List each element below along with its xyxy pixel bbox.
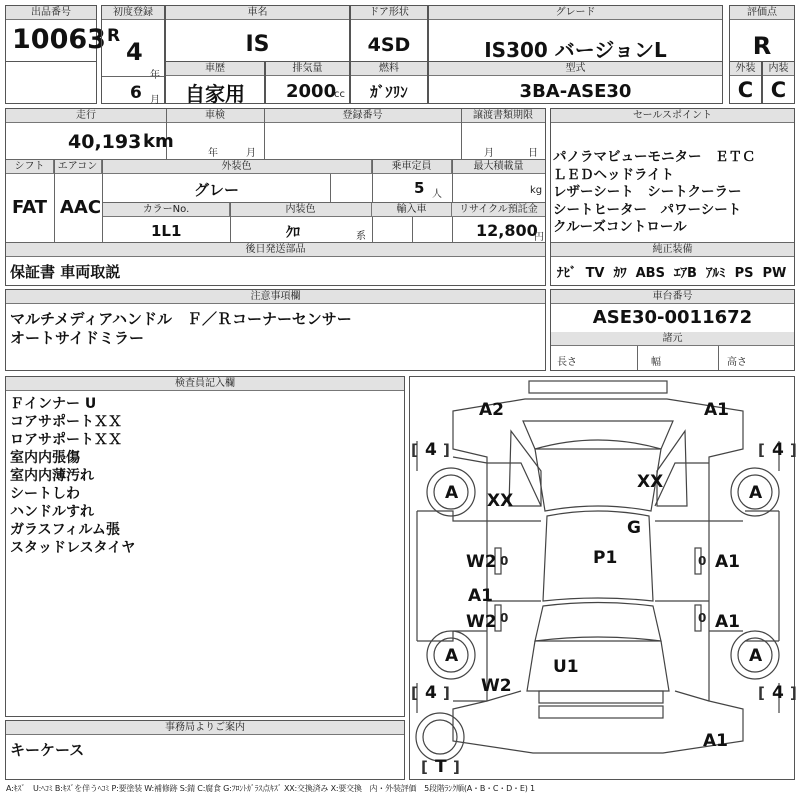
score: R [752,32,772,60]
interior-cell [762,61,795,104]
mark-wheel-fl: A [445,483,459,503]
score-label: 評価点 [730,6,794,20]
door-cell [350,5,428,62]
equipment-item: TV [585,266,605,281]
office-box [5,720,405,780]
inspection-year-unit: 年 [208,148,218,159]
mark-trunk: U1 [553,657,579,677]
model-cell [428,61,723,104]
sales-point-line: シートヒーター パワーシート [553,201,742,218]
svg-text:[: [ [758,684,765,702]
mark-right-rear-door: A1 [715,612,740,632]
interior-label: 内装 [763,62,794,76]
chassis-box [550,289,795,371]
svg-text:]: ] [790,684,797,702]
mark-wheel-rl: A [445,646,459,666]
color: グレー [194,181,240,199]
shift: FAT [12,197,48,218]
mark-wheel-fr: A [749,483,763,503]
ac: AAC [60,197,102,218]
mileage-label: 走行 [6,109,166,123]
hood [523,421,673,449]
svg-text:[: [ [411,441,418,459]
recycle-unit: 円 [534,232,544,243]
equipment-item: ｱﾙﾐ [706,266,726,281]
mileage-unit: km [143,131,174,152]
inspector-label: 検査員記入欄 [6,377,404,391]
mark-left-quarter: W2 [481,676,512,696]
svg-text:[: [ [758,441,765,459]
int-color-unit: 系 [356,231,366,242]
score-cell [729,5,795,62]
displacement-unit: cc [334,89,345,100]
mark-zero: 0 [500,611,509,625]
shift-label: シフト [6,160,54,174]
transfer-label: 譲渡書類期限 [461,109,545,123]
sales-point-line: レザーシート シートクーラー [553,184,742,200]
fuel: ｶﾞｿﾘﾝ [370,83,408,101]
inspector-box [5,376,405,717]
length-label: 長さ [557,357,577,368]
mark-left-rear-door: W2 [466,612,497,632]
dims-label: 諸元 [551,332,794,346]
ac-label: エアコン [54,160,102,174]
inspector-line: Ｆインナー U [10,396,97,412]
exterior-cell [729,61,762,104]
mark-zero: 0 [698,554,707,568]
mark-wheel-rr: A [749,646,763,666]
color-no-label: カラーNo. [103,203,230,217]
spec-block [5,108,546,286]
door: 4SD [367,34,411,56]
load-label: 最大積載量 [452,160,545,174]
capacity-label: 乗車定員 [372,160,452,174]
width-label: 幅 [651,357,661,368]
lot-cell [5,5,106,62]
recycle: 12,800 [476,221,538,240]
inspection-month-unit: 月 [246,148,256,159]
later-parts-label: 後日発送部品 [6,243,545,257]
inspector-line: ガラスフィルム張 [10,522,120,538]
sales-points-box [550,108,795,286]
reg-year: 4 [126,38,143,66]
trunk-outline [527,641,669,691]
grade-cell [428,5,723,62]
color-no: 1L1 [151,222,182,240]
recycle-label: リサイクル預託金 [452,203,545,217]
rear-bumper [539,691,663,703]
spare-tire-inner [423,720,457,754]
model: 3BA-ASE30 [519,81,632,102]
transfer-month-unit: 月 [484,148,494,159]
mark-tire-rr: 4 [772,683,784,703]
mileage: 40,193 [68,131,142,153]
lot-blank [5,61,97,104]
svg-text:[: [ [411,684,418,702]
grade-label: グレード [429,6,722,20]
chassis-number: ASE30-0011672 [592,307,753,328]
equipment-item: ﾅﾋﾞ [557,266,577,281]
mark-tire-fl: 4 [425,440,437,460]
mark-tire-fr: 4 [772,440,784,460]
svg-text:]: ] [790,441,797,459]
notes-list [10,310,352,348]
model-label: 型式 [429,62,722,76]
body-outline [453,399,743,753]
mark-left-front-door: W2 [466,552,497,572]
exterior: C [737,78,754,102]
note-line: マルチメディアハンドル Ｆ／Ｒコーナーセンサー [10,310,352,328]
int-color: ｸﾛ [286,225,300,241]
displacement-label: 排気量 [266,62,349,76]
history-label: 車歴 [166,62,264,76]
year-unit: 年 [150,70,160,81]
svg-text:]: ] [443,684,450,702]
office-text: キーケース [10,741,85,759]
car-diagram [410,377,797,779]
displacement-cell [265,61,350,104]
fuel-label: 燃料 [351,62,427,76]
equipment-item: ｴｱB [674,266,697,281]
reg-no-label: 登録番号 [264,109,461,123]
import-label: 輸入車 [372,203,452,217]
inspector-line: スタッドレスタイヤ [10,540,136,556]
later-parts: 保証書 車両取説 [10,263,121,281]
car-name-cell [165,5,350,62]
sales-point-line: ＬＥＤヘッドライト [553,166,675,183]
inspector-line: コアサポートＸＸ [10,414,122,430]
inspector-line: 室内内張傷 [10,450,80,466]
legend: A:ｷｽﾞ U:ﾍｺﾐ B:ｷｽﾞを伴うﾍｺﾐ P:要塗装 W:補修跡 S:錆 C:腐食 G:ﾌﾛﾝﾄｶﾞﾗｽ点ｷｽﾞ XX:交換済み X:要交換 内・外装評価 5段階ﾗﾝｸ順(A・B・C・D・E) 1 [6,784,535,793]
transfer-day-unit: 日 [528,148,538,159]
mark-front-right: A1 [704,400,729,420]
int-color-label: 内装色 [230,203,372,217]
equipment-list [557,262,786,281]
mark-rear-bumper: A1 [703,731,728,751]
chassis-label: 車台番号 [551,290,794,304]
svg-text:]: ] [453,758,460,776]
car-name-label: 車名 [166,6,349,20]
height-label: 高さ [727,357,747,368]
rear-window [535,603,661,642]
reg-month: 6 [130,83,142,103]
front-bumper [529,381,667,393]
capacity-unit: 人 [432,189,442,200]
history-cell [165,61,265,104]
history: 自家用 [185,82,245,106]
equipment-item: ｶﾜ [613,266,627,281]
mark-front-left: A2 [479,400,504,420]
displacement: 2000 [286,81,337,102]
mark-right-front-door: A1 [715,552,740,572]
lot-number: 10063 [12,24,106,55]
inspector-line: シートしわ [10,486,80,502]
load-unit: kg [530,185,543,196]
lot-label: 出品番号 [6,6,96,20]
inspector-list [10,395,135,557]
notes-label: 注意事項欄 [6,290,545,304]
mark-hood-right: XX [637,472,664,492]
sales-point-line: クルーズコントロール [553,219,687,235]
equipment-item: ABS [635,266,665,281]
notes-box [5,289,546,371]
inspector-line: ロアサポートＸＸ [10,432,122,448]
mark-windshield: G [627,518,641,538]
car-name: IS [245,32,270,57]
inspector-line: ハンドルすれ [10,504,94,520]
first-reg-cell [101,5,165,104]
inspection-label: 車検 [166,109,264,123]
mark-left-rear-a: A1 [468,586,493,606]
sales-point-line: パノラマビューモニター ＥＴＣ [553,149,756,165]
exterior-label: 外装 [730,62,761,76]
mark-roof: P1 [593,548,618,568]
mark-spare: T [435,757,447,777]
door-label: ドア形状 [351,6,427,20]
capacity: 5 [414,179,425,197]
equipment-item: PW [762,266,787,281]
grade: IS300 バージョンL [484,38,667,62]
interior: C [770,78,787,102]
inspector-line: 室内内薄汚れ [10,468,94,484]
car-diagram-box [409,376,795,780]
mark-zero: 0 [500,554,509,568]
mark-tire-rl: 4 [425,683,437,703]
month-unit: 月 [150,95,160,106]
office-label: 事務局よりご案内 [6,721,404,735]
color-label: 外装色 [102,160,372,174]
era: R [107,26,121,46]
fuel-cell [350,61,428,104]
svg-text:]: ] [443,441,450,459]
note-line: オートサイドミラー [10,329,144,347]
mark-zero: 0 [698,611,707,625]
mark-hood-left: XX [487,491,514,511]
svg-text:[: [ [421,758,428,776]
equipment-label: 純正装備 [551,243,794,257]
sales-points-label: セールスポイント [551,109,794,123]
sales-points-list [553,149,756,237]
first-reg-label: 初度登録 [102,6,164,20]
equipment-item: PS [734,266,754,281]
